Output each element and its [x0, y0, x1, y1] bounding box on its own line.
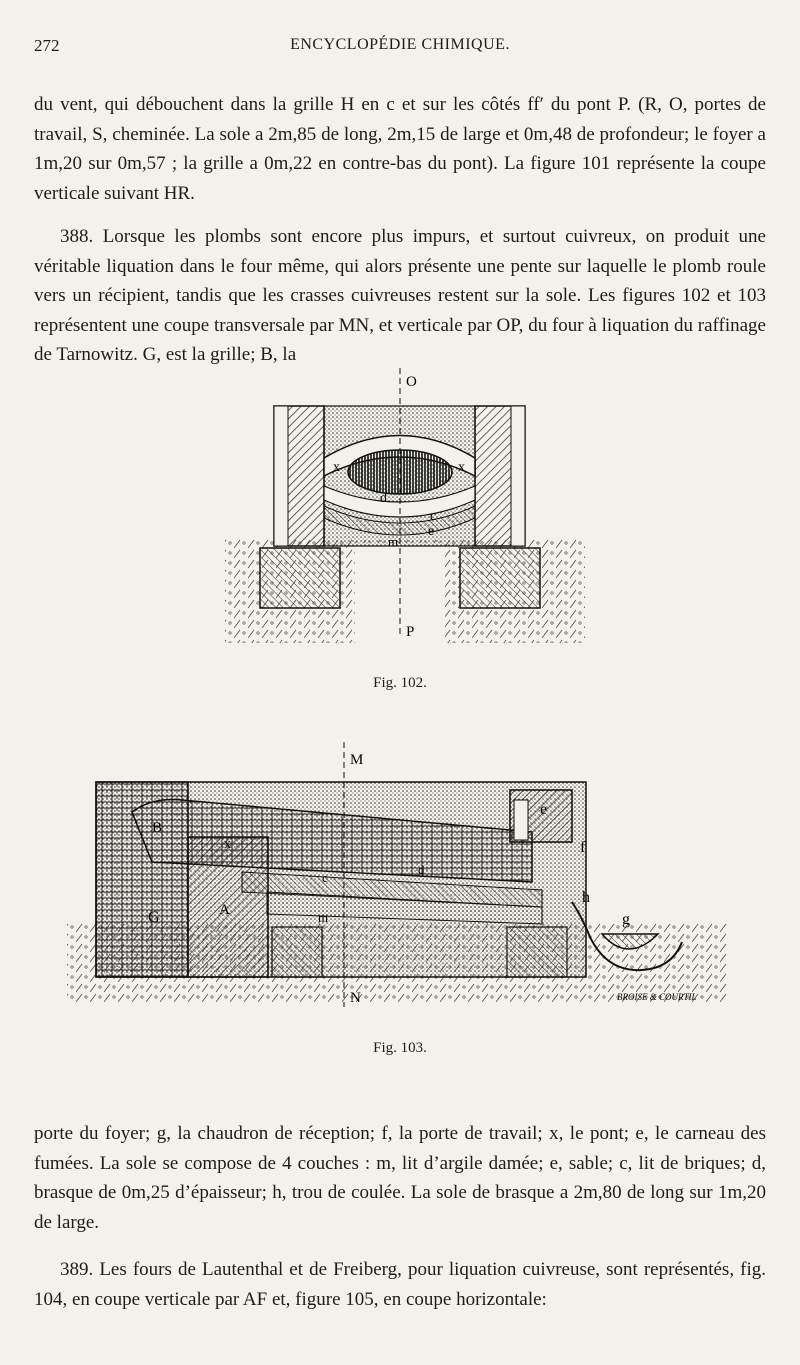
paragraph-legend: porte du foyer; g, la chaudron de réception; f, la porte de travail; x, le pont; e, le carneau des fumées. La sole se compose de 4 couches : m, lit d’argile damée; e, sable; c, lit de briques; d, brasque de 0m,25 d’épaisseur; h, trou de coulée. La sole de brasque a 2m,80 de long sur 1m,20 de large.	[34, 1123, 766, 1233]
figure-103-drawing	[62, 742, 732, 1022]
label-f: f	[580, 839, 586, 856]
pillar-right-edge	[511, 406, 525, 546]
label-h: h	[582, 889, 590, 906]
label-x: x	[224, 837, 231, 852]
label-A: A	[219, 902, 230, 918]
pillar-left-edge	[274, 406, 288, 546]
figure-102	[220, 368, 590, 658]
engraver-credit: BROISE & COURTIL	[617, 992, 697, 1002]
label-c: c	[322, 870, 328, 885]
foundation-1	[272, 927, 322, 977]
flue-opening	[514, 800, 528, 840]
figure-103	[62, 742, 732, 1022]
label-N: N	[350, 990, 361, 1006]
label-x-left: x	[333, 460, 340, 475]
label-d: d	[380, 491, 387, 506]
label-e: e	[428, 524, 435, 539]
foundation-right	[460, 548, 540, 608]
figure-103-caption: Fig. 103.	[373, 1040, 427, 1056]
label-g: g	[622, 911, 630, 928]
figure-102-caption: Fig. 102.	[373, 675, 427, 691]
foundation-2	[507, 927, 567, 977]
label-m: m	[318, 910, 329, 925]
paragraph-389: 389. Les fours de Lautenthal et de Freiberg, pour liquation cuivreuse, sont représentés, fig. 104, en coupe verticale par AF et, figure 105, en coupe horizontale:	[34, 1259, 766, 1310]
label-G: G	[148, 909, 160, 926]
label-M: M	[350, 752, 364, 768]
label-m: m	[388, 534, 399, 549]
label-e: e	[540, 801, 548, 818]
running-head: ENCYCLOPÉDIE CHIMIQUE.	[290, 36, 510, 53]
label-c: c	[430, 509, 437, 524]
label-B: B	[152, 820, 163, 836]
label-O: O	[406, 374, 417, 390]
paragraph-388: 388. Lorsque les plombs sont encore plus impurs, et surtout cuivreux, on produit une véritable liquation dans le four même, qui alors présente une pente sur laquelle le plomb roule vers un récipient, tandis que les crasses cuivreuses restent sur la sole. Les figures 102 et 103 représentent une coupe transversale par MN, et verticale par OP, du four à liquation du raffinage de Tarnowitz. G, est la grille; B, la	[34, 226, 766, 365]
label-x-right: x	[458, 460, 465, 475]
page-number: 272	[34, 36, 60, 55]
paragraph-1: du vent, qui débouchent dans la grille H en c et sur les côtés ff′ du pont P. (R, O, portes de travail, S, cheminée. La sole a 2m,85 de long, 2m,15 de large et 0m,48 de profondeur; le foyer a 1m,20 sur 0m,57 ; la grille a 0m,22 en contre-bas du pont). La figure 101 représente la coupe verticale suivant HR.	[34, 94, 766, 204]
figure-102-drawing	[220, 368, 590, 658]
page-header	[34, 36, 766, 60]
label-P: P	[406, 624, 415, 640]
label-d: d	[418, 862, 425, 877]
foundation-left	[260, 548, 340, 608]
